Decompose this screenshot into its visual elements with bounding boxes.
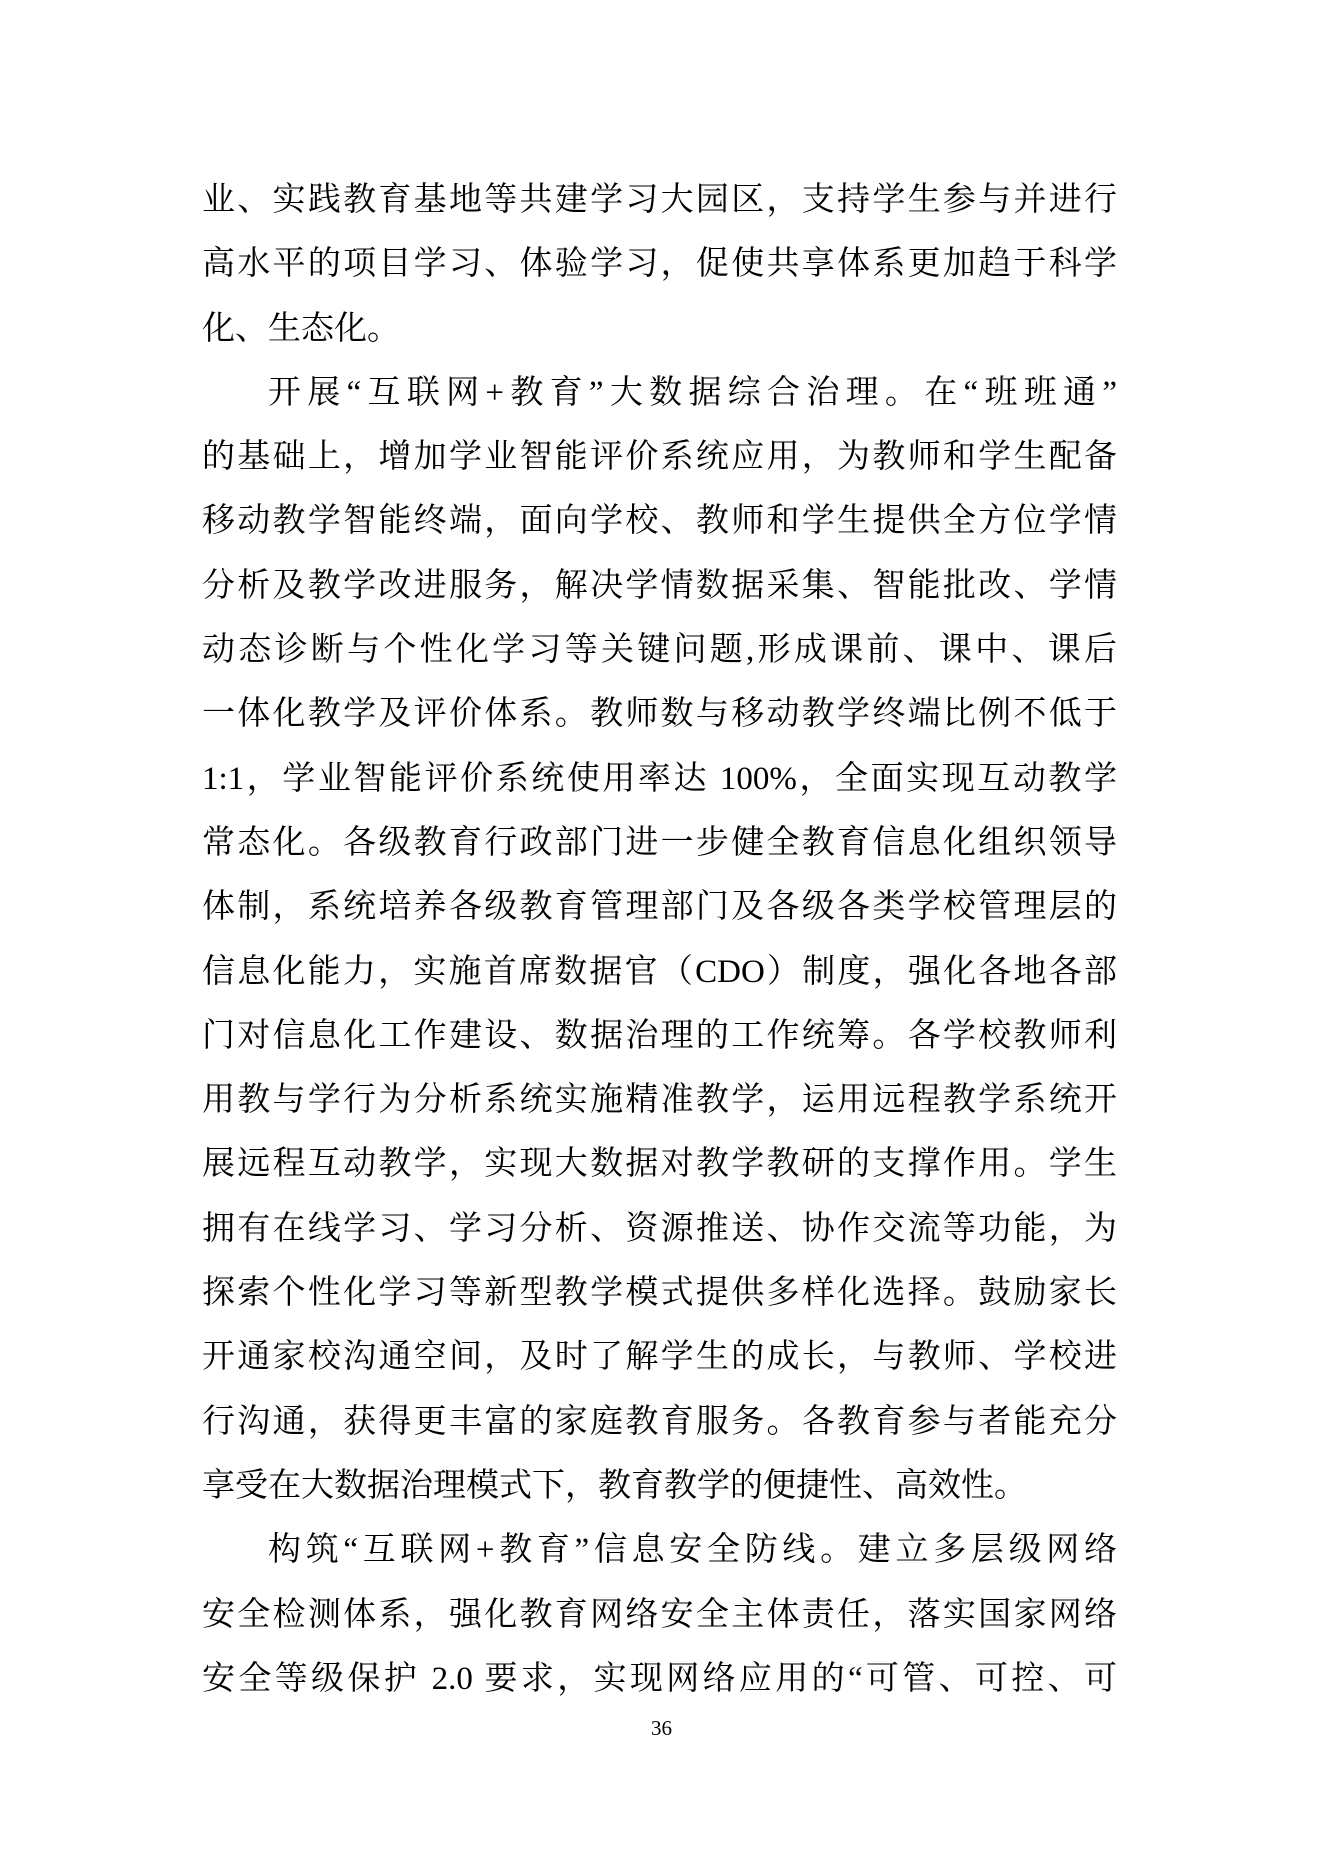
text-line: 常态化。各级教育行政部门进一步健全教育信息化组织领导 [202,824,1117,861]
text-line: 行沟通，获得更丰富的家庭教育服务。各教育参与者能充分 [202,1403,1117,1440]
text-line: 构筑“互联网+教育”信息安全防线。建立多层级网络 [268,1532,1117,1569]
text-line: 安全检测体系，强化教育网络安全主体责任，落实国家网络 [202,1596,1117,1633]
text-line: 移动教学智能终端，面向学校、教师和学生提供全方位学情 [202,503,1117,540]
text-line: 开通家校沟通空间，及时了解学生的成长，与教师、学校进 [202,1339,1117,1376]
text-line: 门对信息化工作建设、数据治理的工作统筹。各学校教师利 [202,1017,1117,1054]
text-line: 1:1，学业智能评价系统使用率达 100%，全面实现互动教学 [202,760,1117,797]
text-line: 高水平的项目学习、体验学习，促使共享体系更加趋于科学 [202,246,1117,283]
text-line: 化、生态化。 [202,310,400,347]
text-line: 动态诊断与个性化学习等关键问题,形成课前、课中、课后 [202,632,1117,669]
text-line: 开展“互联网+教育”大数据综合治理。在“班班通” [268,374,1117,411]
text-line: 信息化能力，实施首席数据官（CDO）制度，强化各地各部 [202,953,1117,990]
text-line: 分析及教学改进服务，解决学情数据采集、智能批改、学情 [202,567,1117,604]
text-line: 一体化教学及评价体系。教师数与移动教学终端比例不低于 [202,696,1117,733]
text-line: 探索个性化学习等新型教学模式提供多样化选择。鼓励家长 [202,1275,1117,1312]
text-line: 的基础上，增加学业智能评价系统应用，为教师和学生配备 [202,439,1117,476]
page-number: 36 [651,1716,672,1740]
text-line: 享受在大数据治理模式下，教育教学的便捷性、高效性。 [202,1467,1027,1504]
text-line: 拥有在线学习、学习分析、资源推送、协作交流等功能，为 [202,1210,1117,1247]
text-line: 用教与学行为分析系统实施精准教学，运用远程教学系统开 [202,1082,1117,1119]
text-line: 业、实践教育基地等共建学习大园区，支持学生参与并进行 [202,182,1117,218]
text-line: 体制，系统培养各级教育管理部门及各级各类学校管理层的 [202,889,1117,926]
text-line: 展远程互动教学，实现大数据对教学教研的支撑作用。学生 [202,1146,1117,1183]
text-line: 安全等级保护 2.0 要求，实现网络应用的“可管、可控、可 [202,1660,1117,1697]
body-text [202,168,1117,1711]
